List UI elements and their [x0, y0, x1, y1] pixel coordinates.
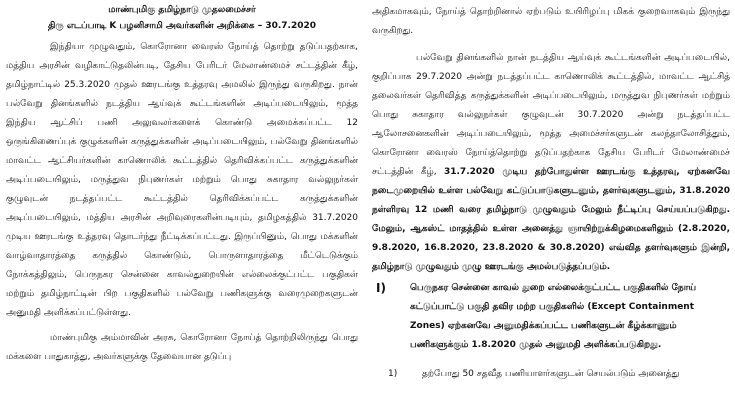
- paragraph-3: [372, 49, 730, 277]
- paragraph-1: இந்தியா முழுவதும், கொரோனா வைரஸ் நோய்த் தொற்று தடுப்பதற்காக, மத்திய அரசின் வழிகாட்டுதலின்படி, தேசிய பேரிடர் மேலாண்மைச் சட்டத்தின் கீழ், தமிழ்நாட்டில் 25.3.2020 முதல் ஊரடங்கு உத்தரவு அமலில் இருந்து வருகிறது. நான் பல்வேறு தினங்களில் நடத்திய ஆய்வுக் கூட்டங்களின் அடிப்படையிலும், மூத்த இந்திய ஆட்சிப் பணி அலுவலர்களைக் கொண்டு அமைக்கப்பட்ட 12 ஒருங்கிணைப்புக் குழுக்களின் கருத்துக்களின் அடிப்படையிலும், பல்வேறு தினங்களில் மாவட்ட ஆட்சியர்களின் காணொலிக் கூட்டத்தில் தெரிவிக்கப்பட்ட கருத்துக்களின் அடிப்படையிலும், மருத்துவ நிபுணர்கள் மற்றும் பொது சுகாதார வல்லுநர்கள் குழுவுடன் நடத்தப்பட்ட கூட்டத்தில் தெரிவிக்கப்பட்ட கருத்துக்களின் அடிப்படையிலும், மத்திய அரசின் அறிவுரைகளின்படியும், தமிழகத்தில் 31.7.2020 முடிய ஊரடங்கு உத்தரவு தொடர்ந்து நீட்டிக்கப்பட்டது. இருப்பினும், பொது மக்களின் வாழ்வாதாரத்தை கருத்தில் கொண்டும், பொருளாதாரத்தை மீட்டெடுக்கும் நோக்கத்திலும், பெருநகர சென்னை காவல்துறையின் எல்லைக்குட்பட்ட பகுதிகள் மற்றும் தமிழ்நாட்டின் பிற பகுதிகளில் பல்வேறு பணிகளுக்கு வரைமுறைகளுடன் அனுமதி அளிக்கப்பட்டுள்ளது.: [6, 42, 358, 318]
- section-i-text: பெருநகர சென்னை காவல் துறை எல்லைக்குட்பட்ட பகுதிகளில் நோய் கட்டுப்பாட்டு பகுதி தவிர மற்ற பகுதிகளில் (Except Containment Zones) ஏற்கனவே அனுமதிக்கப்பட்ட பணிகளுடன் கீழ்க்காணும் பணிகளுக்கும் 1.8.2020 முதல் அனுமதி அளிக்கப்படுகிறது.: [410, 283, 697, 350]
- section-i: [372, 279, 730, 355]
- list-item-number: 1): [388, 369, 398, 379]
- header-line-1: மாண்புமிகு தமிழ்நாடு முதலமைச்சர்: [108, 5, 256, 15]
- left-column: [6, 0, 358, 367]
- paragraph-3-normal: பல்வேறு தினங்களில் நான் நடத்திய ஆய்வுக் கூட்டங்களின் அடிப்படையில், குறிப்பாக 29.7.2020 அன்று நடத்தப்பட்ட காணொலிக் கூட்டத்தில், மாவட்ட ஆட்சித் தலைவர்கள் தெரிவித்த கருத்துக்களின் அடிப்படையிலும், மருத்துவ நிபுணர்கள் மற்றும் பொது சுகாதார வல்லுநர்கள் குழுவுடன் 30.7.2020 அன்று நடத்தப்பட்ட ஆலோசனைகளின் அடிப்படையிலும், மூத்த அமைச்சர்களுடன் கலந்தாலோசித்தும், கொரோனா வைரஸ் நோய்த்தொற்று தடுப்பதற்காக தேசிய பேரிடர் மேலாண்மைச் சட்டத்தின் கீழ்,: [372, 53, 730, 177]
- paragraph-3-bold: 31.7.2020 முடிய தற்போதுள்ள ஊரடங்கு உத்தரவு, ஏற்கனவே நடைமுறையில் உள்ள பல்வேறு கட்டுப்பாடுகளுடனும், தளர்வுகளுடனும், 31.8.2020 நள்ளிரவு 12 மணி வரை தமிழ்நாடு முழுவதும் மேலும் நீட்டிப்பு செய்யப்படுகிறது. மேலும், ஆகஸ்ட் மாதத்தில் உள்ள அனைத்து ஞாயிற்றுக்கிழமைகளிலும் (2.8.2020, 9.8.2020, 16.8.2020, 23.8.2020 & 30.8.2020) எவ்வித தளர்வுகளும் இன்றி, தமிழ்நாடு முழுவதும் முழு ஊரடங்கு அமல்படுத்தப்படும்.: [372, 167, 730, 272]
- section-i-numeral: I): [376, 281, 386, 295]
- header-line-2: திரு எடப்பாடி K பழனிசாமி அவர்களின் அறிக்கை – 30.7.2020: [47, 21, 317, 31]
- right-column: [372, 0, 730, 384]
- list-item-text: தற்போது 50 சதவீத பணியாளர்களுடன் செயல்படும் அனைத்து: [422, 369, 680, 379]
- paragraph-2: மாண்புமிகு அம்மாவின் அரசு, கொரோனா நோய்த் தொற்றிலிருந்து பொது மக்களை பாதுகாத்து, அவர்களுக்கு தேவையான தடுப்பு: [6, 333, 358, 362]
- list-item: [372, 365, 730, 384]
- paragraph-continued: அதிகமாகவும், நோய்த் தொற்றினால் ஏற்படும் உயிரிழப்பு மிகக் குறைவாகவும் இருந்து வருகிறது.: [372, 7, 730, 36]
